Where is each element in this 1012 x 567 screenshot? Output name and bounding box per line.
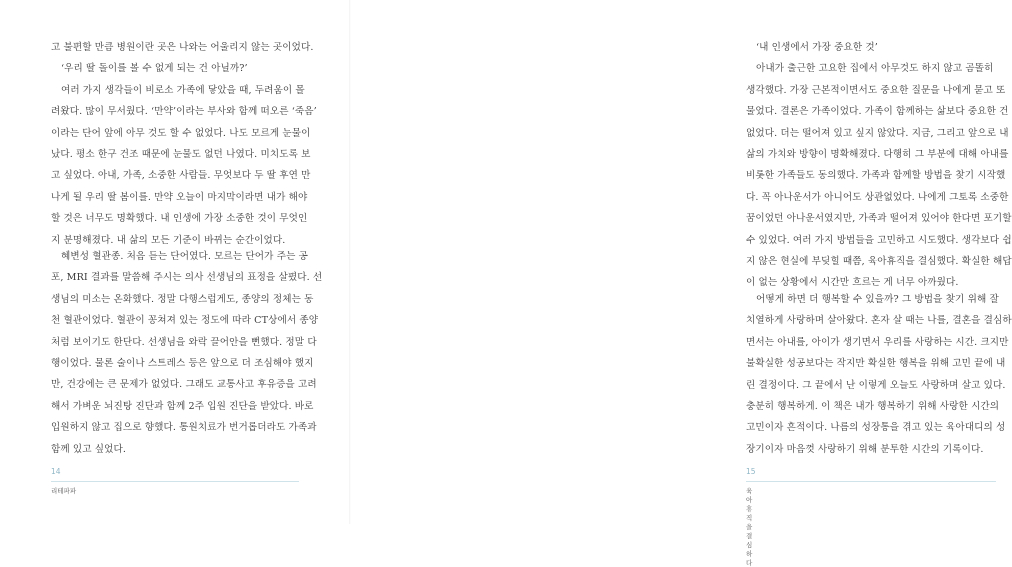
text-line: 불확실한 성공보다는 작지만 확실한 행복을 위해 고민 끝에 내: [746, 358, 1006, 370]
text-line: 물었다. 결론은 가족이었다. 가족이 함께하는 삶보다 중요한 건: [746, 106, 1009, 118]
text-line: 고 싶었다. 아내, 가족, 소중한 사람들. 무엇보다 두 딸 후연 만: [51, 170, 311, 182]
footer-rule: [51, 481, 299, 482]
text-line: 천 혈관이었다. 혈관이 꽁쳐져 있는 정도에 따라 CT상에서 종양: [51, 315, 319, 327]
text-line: ‘우리 딸 돌이를 볼 수 없게 되는 건 아닐까?’: [61, 63, 248, 75]
text-line: 이라는 단어 앞에 아무 것도 할 수 없었다. 나도 모르게 눈물이: [51, 127, 311, 139]
text-line: 어떻게 하면 더 행복할 수 있을까? 그 방법을 찾기 위해 잘: [756, 294, 999, 305]
text-line: 없었다. 더는 떨어져 있고 싶지 않았다. 지금, 그리고 앞으로 내: [746, 127, 1009, 139]
paragraph-block: [51, 37, 317, 251]
text-line: 수 있었다. 여러 가지 방법들을 고민하고 시도했다. 생각보다 쉽: [746, 234, 1012, 246]
text-line: 함께 있고 싶었다.: [51, 443, 127, 455]
text-line: 지 않은 현실에 부딪힐 때쯤, 육아휴직을 결심했다. 확실한 해답: [746, 255, 1012, 267]
text-line: 고민이자 흔적이다. 나름의 성장통을 겪고 있는 육아대디의 성: [746, 422, 1006, 434]
running-title: 육아휴직을 결심하다: [746, 487, 753, 567]
text-line: 충분히 행복하게. 이 책은 내가 행복하기 위해 사랑한 시간의: [746, 400, 1000, 412]
text-line: 나게 될 우리 딸 봄이를. 만약 오늘이 마지막이라면 내가 해야: [51, 191, 308, 203]
page-number: 15: [746, 467, 756, 476]
right-page: [350, 0, 1012, 567]
paragraph-block: [746, 289, 1012, 460]
text-line: 여러 가지 생각들이 비로소 가족에 닿았을 때, 두려움이 몰: [61, 84, 305, 96]
text-line: 려왔다. 많이 무서웠다. ‘만약’이라는 부사와 함께 떠오른 ‘죽음’: [51, 106, 317, 118]
text-line: 할 것은 너무도 명확했다. 내 인생에 가장 소중한 것이 무엇인: [51, 213, 308, 225]
text-line: 생각했다. 가장 근본적이면서도 중요한 질문을 나에게 묻고 또: [746, 84, 1006, 96]
paragraph-block: [51, 246, 322, 460]
text-line: 다. 꼭 아나운서가 아니어도 상관없었다. 나에게 그토록 소중한: [746, 191, 1009, 203]
page-number: 14: [51, 467, 61, 476]
text-line: 처럼 보이기도 한단다. 선생님을 와락 끌어안을 뻔했다. 정말 다: [51, 336, 317, 348]
paragraph-block: [746, 37, 1012, 294]
text-line: 해서 가벼운 뇌진탕 진단과 함께 2주 입원 진단을 받았다. 바로: [51, 400, 314, 412]
running-title: 리테파파: [51, 487, 77, 495]
footer-rule: [746, 481, 996, 482]
text-line: 입원하지 않고 집으로 향했다. 통원치료가 번거롭더라도 가족과: [51, 422, 317, 434]
text-line: 만, 건강에는 큰 문제가 없었다. 그래도 교통사고 후유증을 고려: [51, 379, 317, 391]
text-line: 면서는 아내를, 아이가 생기면서 우리를 사랑하는 시간. 크지만: [746, 336, 1009, 348]
text-line: 이 없는 상황에서 시간만 흐르는 게 너무 아까웠다.: [746, 277, 959, 289]
text-line: 고 불편할 만큼 병원이란 곳은 나와는 어울리지 않는 곳이었다.: [51, 42, 314, 53]
left-page: [0, 0, 350, 524]
text-line: 비롯한 가족들도 동의했다. 가족과 함께할 방법을 찾기 시작했: [746, 170, 1006, 182]
text-line: 혜변성 혈관종. 처음 듣는 단어였다. 모르는 단어가 주는 공: [61, 251, 308, 262]
text-line: ‘내 인생에서 가장 중요한 것’: [756, 42, 878, 53]
text-line: 장기이자 마음껏 사랑하기 위해 분투한 시간의 기록이다.: [746, 443, 984, 455]
text-line: 치열하게 사랑하며 살아왔다. 혼자 살 때는 나를, 결혼을 결심하: [746, 315, 1012, 327]
text-line: 아내가 출근한 고요한 집에서 아무것도 하지 않고 곰똘히: [756, 63, 994, 75]
text-line: 행이었다. 물론 술이나 스트레스 등은 앞으로 더 조심해야 했지: [51, 357, 314, 369]
text-line: 났다. 평소 한구 건조 때문에 눈물도 없던 나였다. 미치도록 보: [51, 148, 311, 160]
text-line: 생님의 미소는 온화했다. 정말 다행스럽게도, 종양의 정체는 동: [51, 293, 314, 305]
text-line: 삶의 가치와 방향이 명확해졌다. 다행히 그 부분에 대해 아내를: [746, 148, 1009, 160]
text-line: 지 분명해졌다. 내 삶의 모든 기준이 바뀌는 순간이었다.: [51, 234, 286, 246]
text-line: 꿈이었던 아나운서였지만, 가족과 떨어져 있어야 한다면 포기할: [746, 213, 1012, 225]
text-line: 포, MRI 결과를 말씀해 주시는 의사 선생님의 표정을 살폈다. 선: [51, 272, 323, 284]
text-line: 린 결정이다. 그 끝에서 난 이렇게 오늘도 사랑하며 살고 있다.: [746, 379, 1006, 391]
